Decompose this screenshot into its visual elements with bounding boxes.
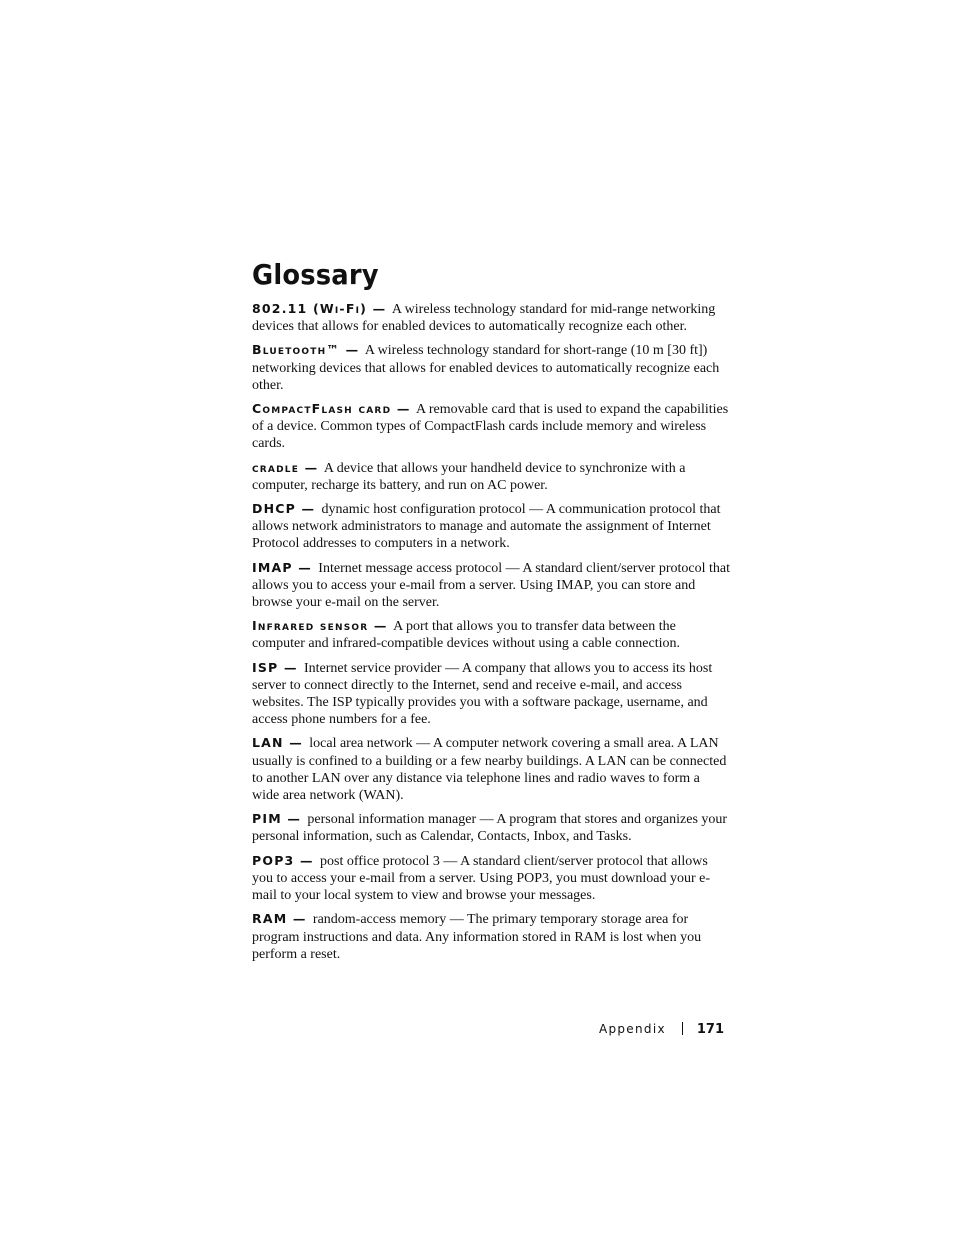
footer-section-name: Appendix xyxy=(598,1022,666,1036)
glossary-definition: Internet message access protocol — A standard client/server protocol that allows you to access your e-mail from a server. Using IMAP, you can store and browse your e-mail on the server. xyxy=(252,560,730,611)
glossary-definition: A port that allows you to transfer data between the computer and infrared-compatible devices without using a cable connection. xyxy=(252,619,681,652)
glossary-term: DHCP — xyxy=(252,501,315,517)
glossary-definition: random-access memory — The primary temporary storage area for program instructions and data. Any information stored in RAM is lost when you perform a reset. xyxy=(252,912,702,962)
glossary-definition: local area network — A computer network covering a small area. A LAN usually is confined to a building or a few nearby buildings. A LAN can be connected to another LAN over any distance via telephone lines and radio waves to form a wide area network (WAN). xyxy=(252,736,727,804)
glossary-term: Bluetooth™ — xyxy=(252,342,359,358)
glossary-entry-isp xyxy=(252,659,730,729)
glossary-entry-imap xyxy=(252,559,730,612)
footer-divider xyxy=(682,1022,683,1035)
glossary-term: CompactFlash card — xyxy=(252,401,410,417)
glossary-term: POP3 — xyxy=(252,852,313,868)
glossary-entry-dhcp xyxy=(252,500,730,553)
page-number: 171 xyxy=(696,1022,724,1037)
glossary-definition: A wireless technology standard for short-range (10 m [30 ft]) networking devices that allows for enabled devices to automatically recognize each other. xyxy=(252,343,720,393)
glossary-entry-infrared-sensor xyxy=(252,617,730,652)
glossary-definition: post office protocol 3 — A standard client/server protocol that allows you to access your e-mail from a server. Using POP3, you must download your e-mail to your local system to view and browse your messages. xyxy=(252,853,711,904)
glossary-entry-pim xyxy=(252,810,730,845)
glossary-entry-cradle xyxy=(252,459,730,494)
glossary-definition: A removable card that is used to expand the capabilities of a device. Common types of CompactFlash cards include memory and wireless cards. xyxy=(252,402,729,452)
glossary-entry-ram xyxy=(252,910,730,963)
glossary-term: PIM — xyxy=(252,811,300,827)
glossary-entry-wifi xyxy=(252,300,730,335)
glossary-definition: A wireless technology standard for mid-range networking devices that allows for enabled devices to automatically recognize each other. xyxy=(252,302,716,335)
glossary-term: IMAP — xyxy=(252,559,311,575)
glossary-definition: personal information manager — A program that stores and organizes your personal information, such as Calendar, Contacts, Inbox, and Tasks. xyxy=(252,812,728,845)
glossary-entry-pop3 xyxy=(252,852,730,905)
glossary-term: 802.11 (Wi-Fi) — xyxy=(252,301,386,316)
glossary-definition: A device that allows your handheld device to synchronize with a computer, recharge its battery, and run on AC power. xyxy=(252,460,686,493)
page-title: Glossary xyxy=(252,258,379,291)
glossary-term: RAM — xyxy=(252,911,306,927)
glossary-definition: dynamic host configuration protocol — A communication protocol that allows network administrators to manage and automate the assignment of Internet Protocol addresses to computers in a network. xyxy=(252,502,721,552)
glossary-definition: Internet service provider — A company that allows you to access its host server to connect directly to the Internet, send and receive e-mail, and access websites. The ISP typically provides you with a software package, username, and access phone numbers for a fee. xyxy=(252,660,713,728)
glossary-term: Infrared sensor — xyxy=(252,618,387,634)
glossary-entry-lan xyxy=(252,734,730,804)
glossary-content xyxy=(252,256,730,969)
glossary-entry-bluetooth xyxy=(252,341,730,394)
glossary-entry-compactflash xyxy=(252,400,730,453)
glossary-term: ISP — xyxy=(252,659,297,675)
glossary-term: LAN — xyxy=(252,735,302,751)
page-footer xyxy=(599,1021,724,1038)
glossary-term: cradle — xyxy=(252,459,318,475)
